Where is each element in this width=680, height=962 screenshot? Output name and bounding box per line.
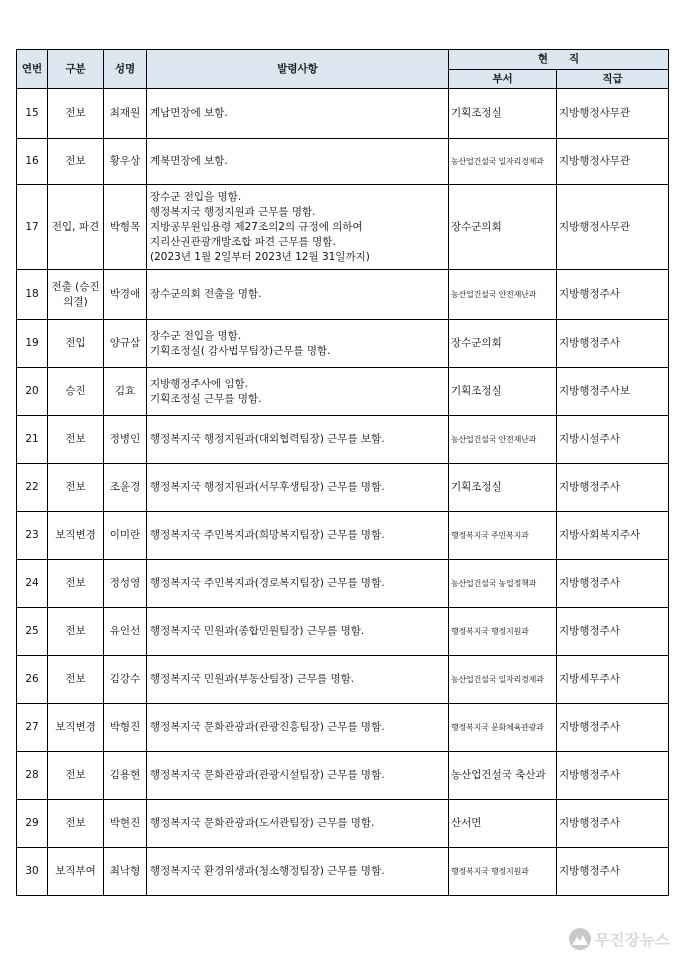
row-dept: 농산업건설국 일자리경제과 (449, 656, 557, 704)
row-category: 전보 (48, 656, 104, 704)
row-no: 23 (17, 512, 48, 560)
row-dept: 행정복지국 문화체육관광과 (449, 704, 557, 752)
personnel-order-table (16, 49, 669, 896)
order-line: 계북면장에 보함. (150, 155, 228, 167)
row-dept: 행정복지국 행정지원과 (449, 608, 557, 656)
table-row (17, 320, 669, 368)
row-dept: 행정복지국 주민복지과 (449, 512, 557, 560)
table-row (17, 464, 669, 512)
row-rank: 지방행정주사 (557, 270, 669, 320)
table-row (17, 848, 669, 896)
order-line: 기획조정실 근무를 명함. (150, 392, 262, 405)
order-line: 행정복지국 행정지원과(대외협력팀장) 근무를 보함. (150, 433, 385, 445)
row-order (147, 512, 449, 560)
header-row-top (17, 50, 669, 70)
order-line: 행정복지국 문화관광과(도서관팀장) 근무를 명함. (150, 817, 375, 829)
row-category: 보직변경 (48, 512, 104, 560)
row-category: 전보 (48, 89, 104, 139)
row-no: 18 (17, 270, 48, 320)
row-no: 16 (17, 139, 48, 185)
mountain-logo-icon (569, 928, 591, 950)
order-line: 지방행정주사에 임함. (150, 377, 248, 390)
row-order (147, 608, 449, 656)
row-rank: 지방세무주사 (557, 656, 669, 704)
row-category: 전입 (48, 320, 104, 368)
order-line: 행정복지국 민원과(종합민원팀장) 근무를 명함. (150, 625, 365, 637)
order-line: 계남면장에 보함. (150, 107, 228, 119)
table-row (17, 512, 669, 560)
order-line: 행정복지국 주민복지과(경로복지팀장) 근무를 명함. (150, 577, 385, 589)
table-body (17, 89, 669, 896)
row-order (147, 704, 449, 752)
header-category: 구분 (48, 50, 104, 89)
row-no: 25 (17, 608, 48, 656)
row-order (147, 139, 449, 185)
order-line: 행정복지국 주민복지과(희망복지팀장) 근무를 명함. (150, 529, 385, 541)
order-line: 기획조정실( 감사법무팀장)근무를 명함. (150, 344, 331, 357)
row-rank: 지방행정사무관 (557, 139, 669, 185)
row-order (147, 185, 449, 270)
row-no: 28 (17, 752, 48, 800)
header-no: 연번 (17, 50, 48, 89)
row-rank: 지방행정주사 (557, 608, 669, 656)
order-line: (2023년 1월 2일부터 2023년 12월 31일까지) (150, 250, 370, 263)
header-current: 현 직 (449, 50, 669, 70)
table-row (17, 139, 669, 185)
order-line: 행정복지국 문화관광과(관광시설팀장) 근무를 명함. (150, 769, 385, 781)
row-category: 전보 (48, 560, 104, 608)
row-category: 전보 (48, 464, 104, 512)
row-no: 21 (17, 416, 48, 464)
row-name: 최낙형 (104, 848, 147, 896)
row-category: 전보 (48, 416, 104, 464)
row-order (147, 320, 449, 368)
row-category: 승진 (48, 368, 104, 416)
table-row (17, 185, 669, 270)
row-order (147, 416, 449, 464)
row-rank: 지방행정주사 (557, 464, 669, 512)
table-row (17, 608, 669, 656)
header-name: 성명 (104, 50, 147, 89)
order-line: 장수군 전입을 명함. (150, 329, 242, 342)
row-name: 김효 (104, 368, 147, 416)
watermark (569, 926, 670, 952)
order-line: 행정복지국 환경위생과(청소행정팀장) 근무를 명함. (150, 865, 385, 877)
row-name: 박경애 (104, 270, 147, 320)
row-category: 전출 (승진의결) (48, 270, 104, 320)
order-line: 행정복지국 문화관광과(관광진흥팀장) 근무를 명함. (150, 721, 385, 733)
row-name: 유인선 (104, 608, 147, 656)
table-row (17, 270, 669, 320)
row-dept: 행정복지국 행정지원과 (449, 848, 557, 896)
order-line: 장수군의회 전출을 명함. (150, 288, 262, 300)
row-dept: 농산업건설국 축산과 (449, 752, 557, 800)
row-dept: 기획조정실 (449, 368, 557, 416)
order-line: 지리산권관광개발조합 파견 근무를 명함. (150, 235, 336, 248)
header-rank: 직급 (557, 70, 669, 89)
row-no: 15 (17, 89, 48, 139)
row-no: 30 (17, 848, 48, 896)
row-no: 26 (17, 656, 48, 704)
row-name: 정성영 (104, 560, 147, 608)
row-rank: 지방행정주사보 (557, 368, 669, 416)
row-category: 보직부여 (48, 848, 104, 896)
row-rank: 지방행정주사 (557, 800, 669, 848)
row-category: 전보 (48, 752, 104, 800)
row-category: 전보 (48, 139, 104, 185)
table-row (17, 560, 669, 608)
row-name: 박형진 (104, 704, 147, 752)
row-rank: 지방사회복지주사 (557, 512, 669, 560)
row-category: 전보 (48, 608, 104, 656)
table-row (17, 656, 669, 704)
table-row (17, 89, 669, 139)
header-order: 발령사항 (147, 50, 449, 89)
row-order (147, 800, 449, 848)
row-order (147, 848, 449, 896)
table-row (17, 752, 669, 800)
order-line: 장수군 전입을 명함. (150, 190, 242, 203)
row-dept: 산서면 (449, 800, 557, 848)
table-row (17, 800, 669, 848)
row-dept: 농산업건설국 농업정책과 (449, 560, 557, 608)
row-dept: 장수군의회 (449, 185, 557, 270)
row-no: 19 (17, 320, 48, 368)
row-dept: 농산업건설국 안전재난과 (449, 270, 557, 320)
row-name: 김강수 (104, 656, 147, 704)
row-name: 조윤경 (104, 464, 147, 512)
row-no: 20 (17, 368, 48, 416)
row-no: 22 (17, 464, 48, 512)
order-line: 행정복지국 행정지원과 근무를 명함. (150, 205, 316, 218)
row-dept: 농산업건설국 일자리경제과 (449, 139, 557, 185)
table-row (17, 704, 669, 752)
row-order (147, 270, 449, 320)
row-rank: 지방행정주사 (557, 848, 669, 896)
row-no: 24 (17, 560, 48, 608)
row-order (147, 89, 449, 139)
row-category: 전보 (48, 800, 104, 848)
row-order (147, 752, 449, 800)
row-name: 정병인 (104, 416, 147, 464)
row-order (147, 560, 449, 608)
row-dept: 장수군의회 (449, 320, 557, 368)
row-name: 박현진 (104, 800, 147, 848)
row-rank: 지방시설주사 (557, 416, 669, 464)
row-name: 최재원 (104, 89, 147, 139)
row-dept: 기획조정실 (449, 464, 557, 512)
row-order (147, 464, 449, 512)
row-dept: 농산업건설국 안전재난과 (449, 416, 557, 464)
row-rank: 지방행정사무관 (557, 185, 669, 270)
row-name: 이미란 (104, 512, 147, 560)
row-category: 보직변경 (48, 704, 104, 752)
table-row (17, 416, 669, 464)
order-line: 행정복지국 행정지원과(서무후생팀장) 근무를 명함. (150, 481, 385, 493)
row-name: 김용현 (104, 752, 147, 800)
row-name: 황우상 (104, 139, 147, 185)
row-rank: 지방행정주사 (557, 560, 669, 608)
row-order (147, 656, 449, 704)
order-line: 행정복지국 민원과(부동산팀장) 근무를 명함. (150, 673, 355, 685)
row-no: 29 (17, 800, 48, 848)
row-no: 27 (17, 704, 48, 752)
row-category: 전입, 파견 (48, 185, 104, 270)
row-name: 양규삼 (104, 320, 147, 368)
row-rank: 지방행정주사 (557, 320, 669, 368)
order-line: 지방공무원임용령 제27조의2의 규정에 의하여 (150, 220, 363, 233)
row-rank: 지방행정사무관 (557, 89, 669, 139)
row-no: 17 (17, 185, 48, 270)
table-row (17, 368, 669, 416)
watermark-text: 무진장뉴스 (595, 930, 670, 949)
row-dept: 기획조정실 (449, 89, 557, 139)
row-rank: 지방행정주사 (557, 704, 669, 752)
header-dept: 부서 (449, 70, 557, 89)
row-order (147, 368, 449, 416)
row-rank: 지방행정주사 (557, 752, 669, 800)
row-name: 박형목 (104, 185, 147, 270)
